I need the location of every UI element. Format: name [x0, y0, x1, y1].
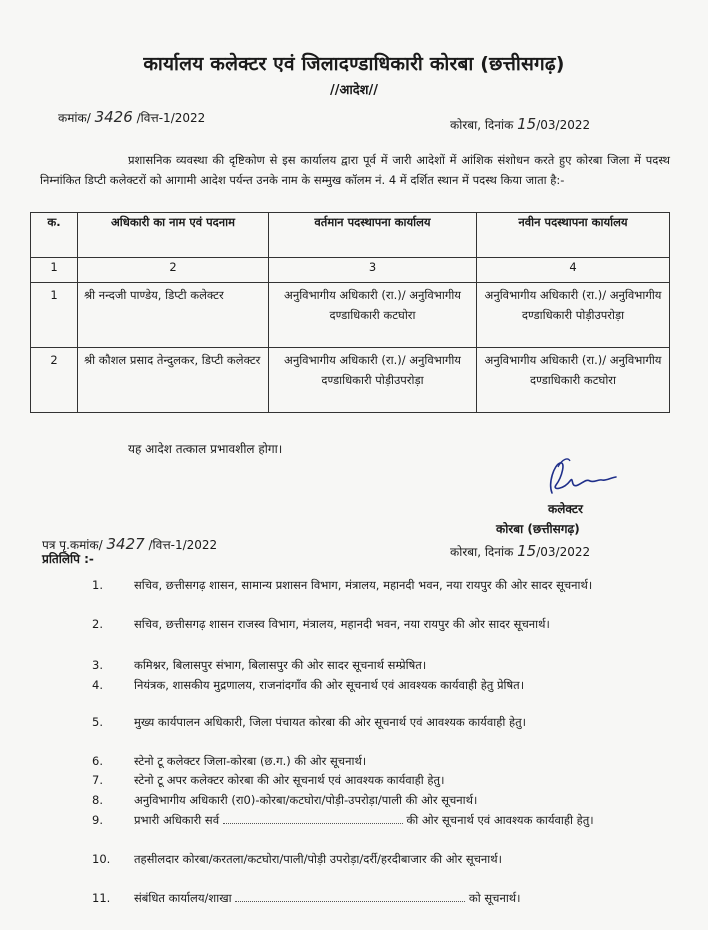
signatory-place: कोरबा (छत्तीसगढ़) — [496, 522, 580, 536]
list-item-text: कमिश्नर, बिलासपुर संभाग, बिलासपुर की ओर सादर सूचनार्थ सम्प्रेषित। — [134, 658, 427, 672]
copy-ref-number: 3427 — [106, 535, 145, 553]
order-ref-label: कमांक/ — [58, 111, 91, 125]
list-item-number: 2. — [92, 617, 103, 631]
header-officer: अधिकारी का नाम एवं पदनाम — [78, 213, 269, 258]
list-item-number: 8. — [92, 793, 103, 807]
order-body-paragraph — [40, 150, 670, 190]
copy-date-month: /03 — [536, 545, 556, 559]
list-item-text: स्टेनो टू अपर कलेक्टर कोरबा की ओर सूचनार्थ एवं आवश्यक कार्यवाही हेतु। — [134, 773, 445, 787]
order-ref-suffix: /वित्त-1/2022 — [136, 111, 206, 125]
office-title: कार्यालय कलेक्टर एवं जिलादण्डाधिकारी कोरबा (छत्तीसगढ़) — [143, 53, 565, 75]
list-item-number: 1. — [92, 578, 103, 592]
order-date-year: 2022 — [559, 118, 591, 132]
copy-date — [450, 542, 590, 560]
list-item-text — [134, 811, 639, 829]
list-item-text: मुख्य कार्यपालन अधिकारी, जिला पंचायत कोरबा की ओर सूचनार्थ एवं आवश्यक कार्यवाही हेतु। — [134, 715, 526, 729]
order-ref-number: 3426 — [94, 108, 133, 126]
list-item-number: 3. — [92, 658, 103, 672]
posting-table — [30, 212, 670, 413]
copy-ref-label: पत्र पृ.कमांक/ — [42, 538, 103, 552]
order-date-month: /03/ — [536, 118, 560, 132]
list-item-text: स्टेनो टू कलेक्टर जिला-कोरबा (छ.ग.) की ओर सूचनार्थ। — [134, 754, 367, 768]
copy-place-date-label: कोरबा, दिनांक — [450, 545, 514, 559]
row-sno: 1 — [31, 283, 78, 348]
list-item-text: अनुविभागीय अधिकारी (रा0)-कोरबा/कटघोरा/पोड़ी-उपरोड़ा/पाली की ओर सूचनार्थ। — [134, 793, 478, 807]
list-item-text: नियंत्रक, शासकीय मुद्रणालय, राजनांदगाँव की ओर सूचनार्थ एवं आवश्यक कार्यवाही हेतु प्रेषित। — [134, 678, 525, 692]
blank-line — [223, 813, 403, 824]
list-item-number: 10. — [92, 852, 111, 866]
order-date-day: 15 — [517, 115, 537, 133]
order-body-text: प्रशासनिक व्यवस्था की दृष्टिकोण से इस कार्यालय द्वारा पूर्व में जारी आदेशों में आंशिक संशोधन करते हुए कोरबा जिला में पदस्थ निम्नांकित डिप्टी कलेक्टरों को आगामी आदेश पर्यन्त उनके नाम के सम्मुख कॉलम नं. 4 में दर्शित स्थान में पदस्थ किया जाता है:- — [40, 153, 670, 187]
list-item-text-b: की ओर सूचनार्थ एवं आवश्यक कार्यवाही हेतु। — [406, 813, 594, 827]
table-row — [31, 283, 670, 348]
list-item-text: सचिव, छत्तीसगढ़ शासन राजस्व विभाग, मंत्रालय, महानदी भवन, नया रायपुर की ओर सादर सूचनार्थ। — [134, 617, 550, 631]
row-current-posting: अनुविभागीय अधिकारी (रा.)/ अनुविभागीय दण्डाधिकारी कटघोरा — [269, 283, 477, 348]
list-item-number: 5. — [92, 715, 103, 729]
signature-image — [540, 455, 630, 500]
column-number: 3 — [269, 258, 477, 283]
list-item-number: 9. — [92, 813, 103, 827]
row-sno: 2 — [31, 348, 78, 413]
copy-to-label: प्रतिलिपि :- — [42, 552, 94, 566]
header-sno: क. — [31, 213, 78, 258]
signatory-designation: कलेक्टर — [548, 502, 583, 516]
row-officer: श्री नन्दजी पाण्डेय, डिप्टी कलेक्टर — [78, 283, 269, 348]
list-item-text: सचिव, छत्तीसगढ़ शासन, सामान्य प्रशासन विभाग, मंत्रालय, महानदी भवन, नया रायपुर की ओर सादर सूचनार्थ। — [134, 578, 593, 592]
list-item-number: 4. — [92, 678, 103, 692]
order-heading: //आदेश// — [329, 83, 379, 98]
copy-date-day: 15 — [517, 542, 537, 560]
row-new-posting: अनुविभागीय अधिकारी (रा.)/ अनुविभागीय दण्डाधिकारी पोड़ीउपरोड़ा — [477, 283, 670, 348]
effect-statement: यह आदेश तत्काल प्रभावशील होगा। — [128, 442, 283, 456]
copy-date-year: /2022 — [555, 545, 591, 559]
order-place-date-label: कोरबा, दिनांक — [450, 118, 514, 132]
order-reference — [58, 108, 205, 126]
blank-line — [235, 891, 465, 902]
list-item-text-b: को सूचनार्थ। — [468, 891, 521, 905]
row-current-posting: अनुविभागीय अधिकारी (रा.)/ अनुविभागीय दण्डाधिकारी पोड़ीउपरोड़ा — [269, 348, 477, 413]
list-item-text: तहसीलदार कोरबा/करतला/कटघोरा/पाली/पोड़ी उपरोड़ा/दर्री/हरदीबाजार की ओर सूचनार्थ। — [134, 852, 502, 866]
column-number: 2 — [78, 258, 269, 283]
list-item-number: 6. — [92, 754, 103, 768]
row-new-posting: अनुविभागीय अधिकारी (रा.)/ अनुविभागीय दण्डाधिकारी कटघोरा — [477, 348, 670, 413]
list-item-text-a: प्रभारी अधिकारी सर्व — [134, 813, 220, 827]
list-item-text-a: संबंधित कार्यालय/शाखा — [134, 891, 232, 905]
column-number: 1 — [31, 258, 78, 283]
list-item-text — [134, 889, 639, 907]
order-date — [450, 115, 590, 133]
table-column-number-row — [31, 258, 670, 283]
list-item-number: 11. — [92, 891, 111, 905]
header-current-posting: वर्तमान पदस्थापना कार्यालय — [269, 213, 477, 258]
table-row — [31, 348, 670, 413]
table-header-row — [31, 213, 670, 258]
list-item-number: 7. — [92, 773, 103, 787]
copy-ref-suffix: /वित्त-1/2022 — [148, 538, 218, 552]
column-number: 4 — [477, 258, 670, 283]
header-new-posting: नवीन पदस्थापना कार्यालय — [477, 213, 670, 258]
row-officer: श्री कौशल प्रसाद तेन्दुलकर, डिप्टी कलेक्टर — [78, 348, 269, 413]
